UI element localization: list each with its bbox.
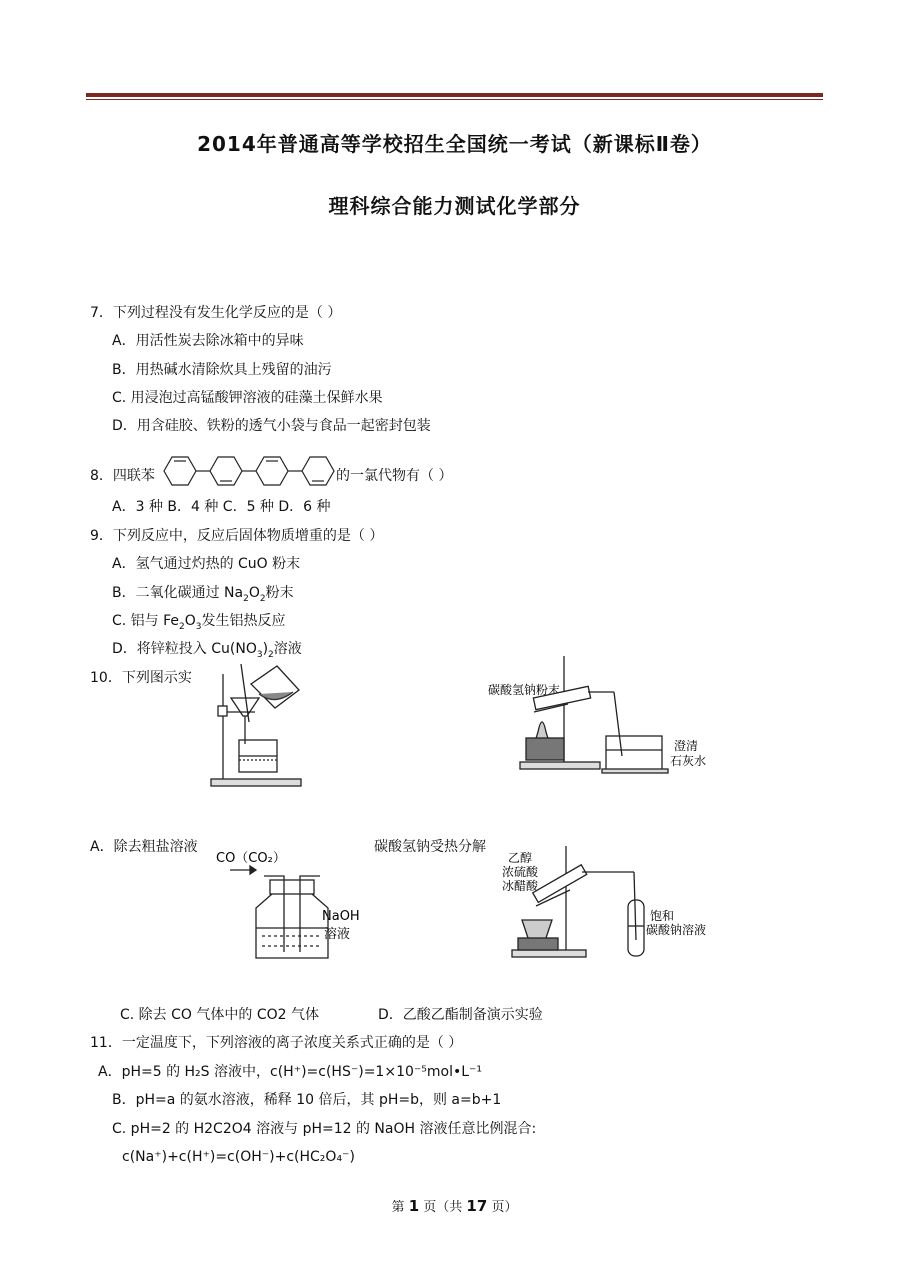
q7-stem: 7．下列过程没有发生化学反应的是（ ） [90, 305, 342, 321]
header-rule-thick [86, 93, 823, 97]
page-subtitle: 理科综合能力测试化学部分 [328, 194, 581, 218]
page-footer: 第 1 页（共 17 页） [391, 1197, 518, 1215]
header-rule-thin [86, 99, 823, 100]
figure-d-reagent-1: 乙醇 [508, 851, 533, 865]
q9-option-c: C. 铝与 $Fe_2O_3$发生铝热反应 [112, 613, 286, 632]
q11-stem: 11．一定温度下，下列溶液的离子浓度关系式正确的是（ ） [90, 1035, 463, 1051]
q8-options: A．3 种 B．4 种 C．5 种 D．6 种 [112, 499, 331, 515]
q7-option-b: B．用热碱水清除炊具上残留的油污 [112, 362, 332, 378]
q9-option-d: D．将锌粒投入 $Cu(NO_3)_2$溶液 [112, 641, 302, 660]
figure-d-reagent-3: 冰醋酸 [502, 879, 539, 893]
q9-option-b: B．二氧化碳通过 $Na_2O_2$粉末 [112, 585, 294, 604]
q11-option-b: B．pH=a 的氨水溶液，稀释 10 倍后，其 pH=b，则 a=b+1 [112, 1092, 502, 1108]
q10-option-d-label: D．乙酸乙酯制备演示实验 [378, 1007, 543, 1023]
quaterphenyl-structure [160, 451, 336, 491]
q7-option-c: C. 用浸泡过高锰酸钾溶液的硅藻土保鲜水果 [112, 390, 383, 406]
figure-d-solution-1: 饱和 [650, 909, 675, 923]
figure-b-limewater-label-2: 石灰水 [670, 754, 707, 768]
q9-stem: 9．下列反应中，反应后固体物质增重的是（ ） [90, 528, 384, 544]
q10-option-a-label: A．除去粗盐溶液 [90, 839, 198, 855]
figure-c-gas-washing [212, 846, 372, 966]
q10-option-c-label: C. 除去 CO 气体中的 CO2 气体 [120, 1007, 319, 1023]
page-title: 2014年普通高等学校招生全国统一考试（新课标Ⅱ卷） [197, 132, 712, 156]
q7-option-a: A．用活性炭去除冰箱中的异味 [112, 333, 304, 349]
page-number: 1 [408, 1197, 420, 1215]
figure-b-thermal-decomposition [484, 652, 714, 777]
figure-d-solution-2: 碳酸钠溶液 [646, 923, 707, 937]
figure-c-gas-label: CO（CO₂） [216, 851, 286, 866]
figure-c-naoh-label-2: 溶液 [324, 927, 351, 942]
figure-b-limewater-label-1: 澄清 [674, 739, 699, 753]
figure-a-filtration [205, 662, 315, 790]
figure-d-reagent-2: 浓硫酸 [502, 865, 539, 879]
q9-option-a: A．氢气通过灼热的 CuO 粉末 [112, 556, 301, 572]
q11-option-a: A．pH=5 的 H₂S 溶液中，c(H⁺)=c(HS⁻)=1×10⁻⁵mol•L⁻¹ [98, 1064, 483, 1080]
q10-option-b-label: 碳酸氢钠受热分解 [374, 839, 486, 855]
page-total: 17 [466, 1197, 488, 1215]
figure-b-powder-label: 碳酸氢钠粉末 [488, 683, 561, 697]
q8-prefix: 8．四联苯 [90, 468, 155, 484]
q11-option-c: C. pH=2 的 H2C2O4 溶液与 pH=12 的 NaOH 溶液任意比例混合: [112, 1121, 537, 1137]
q7-option-d: D．用含硅胶、铁粉的透气小袋与食品一起密封包装 [112, 418, 431, 434]
q8-suffix: 的一氯代物有（ ） [336, 468, 453, 484]
figure-c-naoh-label-1: NaOH [322, 909, 360, 924]
q11-option-c-formula: c(Na⁺)+c(H⁺)=c(OH⁻)+c(HC₂O₄⁻) [122, 1149, 355, 1165]
figure-d-ester-preparation [474, 844, 714, 962]
q10-stem: 10．下列图示实 [90, 670, 192, 686]
